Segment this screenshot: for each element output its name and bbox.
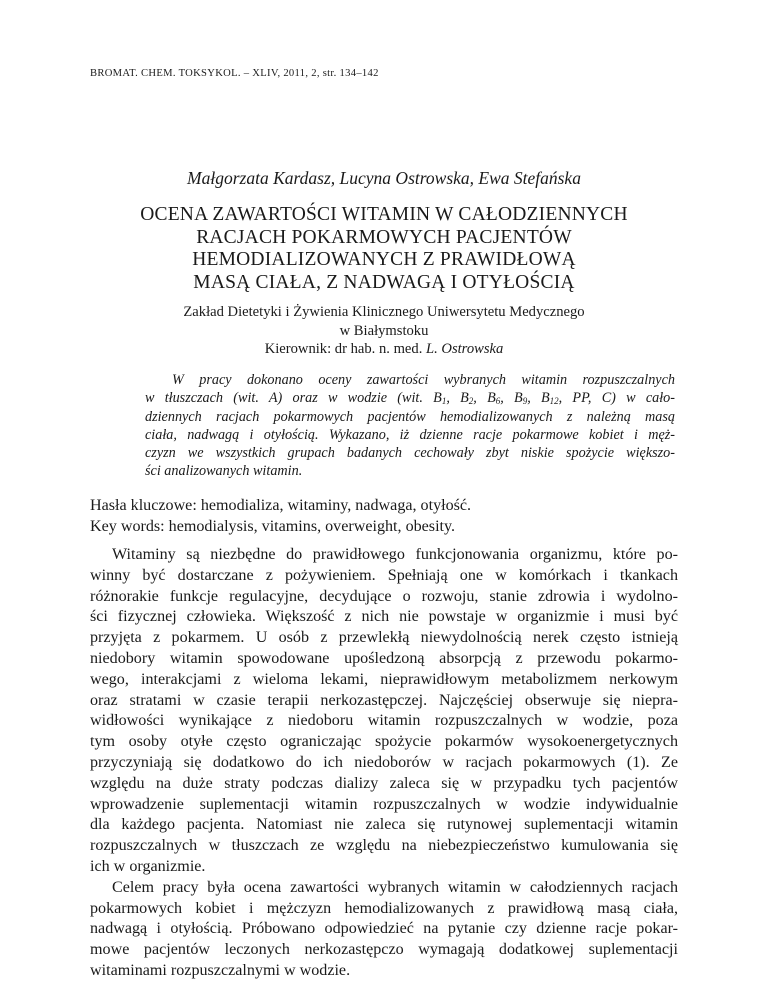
body-text: [90, 545, 678, 982]
title-line: MASĄ CIAŁA, Z NADWAGĄ I OTYŁOŚCIĄ: [193, 271, 575, 293]
body-line: wego, interakcjami z wieloma lekami, nieprawidłowym metabolizmem nerkowym: [90, 670, 678, 688]
running-head: BROMAT. CHEM. TOKSYKOL. – XLIV, 2011, 2, str. 134–142: [90, 68, 379, 79]
keywords-english: Key words: hemodialysis, vitamins, overweight, obesity.: [90, 518, 456, 535]
body-line: winny być dostarczane z pożywieniem. Spełniają one w komórkach i tkankach: [90, 566, 678, 584]
body-line: nadwagą i otyłością. Próbowano odpowiedzieć na pytanie czy dzienne racje pokar-: [90, 920, 678, 938]
body-line: tym osoby otyłe często ograniczając spożycie pokarmów wysokoenergetycznych: [90, 733, 678, 751]
body-line: witaminami rozpuszczalnymi w wodzie.: [90, 961, 351, 979]
keywords: [90, 495, 690, 537]
abstract-line: dziennych racjach pokarmowych pacjentów hemodializowanych z należną masą: [145, 408, 675, 425]
body-line: przyjęta z pokarmem. U osób z przewlekłą niewydolnością nerek często istnieją: [90, 629, 678, 647]
abstract-line: W pracy dokonano oceny zawartości wybranych witamin rozpuszczalnych: [172, 372, 675, 388]
article-title: [90, 204, 678, 294]
body-line: pokarmowych kobiet i mężczyzn hemodializowanych z prawidłową masą ciała,: [90, 899, 678, 917]
keywords-polish: Hasła kluczowe: hemodializa, witaminy, nadwaga, otyłość.: [90, 497, 472, 514]
affiliation-line: Zakład Dietetyki i Żywienia Klinicznego Uniwersytetu Medycznego: [183, 304, 585, 320]
title-line: OCENA ZAWARTOŚCI WITAMIN W CAŁODZIENNYCH: [140, 204, 628, 225]
body-line: widłowości wynikające z niedoboru witamin rozpuszczalnych w wodzie, poza: [90, 712, 678, 730]
body-line: rozpuszczalnych w tłuszczach ze względu na niebezpieczeństwo kumulowania się: [90, 837, 678, 855]
department-head-name: L. Ostrowska: [426, 341, 504, 357]
body-line: Witaminy są niezbędne do prawidłowego funkcjonowania organizmu, które po-: [112, 546, 678, 563]
abstract-line: ciała, nadwagą i otyłością. Wykazano, iż dzienne racje pokarmowe kobiet i męż-: [145, 426, 675, 443]
body-line: względu na duże straty podczas dializy zaleca się w przypadku tych pacjentów: [90, 774, 678, 792]
abstract-line: czyzn we wszystkich grupach badanych cechowały zbyt niskie spożycie większo-: [145, 445, 675, 462]
affiliation: [90, 303, 678, 359]
body-line: Celem pracy była ocena zawartości wybranych witamin w całodziennych racjach: [112, 878, 678, 896]
title-line: HEMODIALIZOWANYCH Z PRAWIDŁOWĄ: [192, 249, 576, 270]
body-line: ści fizycznej człowieka. Większość z nich nie powstaje w organizmie i musi być: [90, 608, 678, 626]
title-line: RACJACH POKARMOWYCH PACJENTÓW: [196, 226, 572, 248]
abstract-line: w tłuszczach (wit. A) oraz w wodzie (wit. $B_1$, $B_2$, $B_6$, $B_9$, $B_{12}$, PP, C) w cało-: [145, 390, 675, 407]
department-head: [90, 340, 678, 359]
authors: Małgorzata Kardasz, Lucyna Ostrowska, Ewa Stefańska: [187, 168, 581, 188]
abstract-line: ści analizowanych witamin.: [145, 463, 303, 480]
body-line: niedobory witamin spowodowane upośledzoną absorpcją z przewodu pokarmo-: [90, 649, 678, 667]
body-line: wprowadzenie suplementacji witamin rozpuszczalnych w wodzie indywidualnie: [90, 795, 678, 813]
body-line: przyczyniają się dodatkowo do ich niedoborów w racjach pokarmowych (1). Ze: [90, 753, 678, 771]
abstract: [145, 371, 675, 481]
body-line: dla każdego pacjenta. Natomiast nie zaleca się rutynowej suplementacji witamin: [90, 816, 678, 834]
body-line: ich w organizmie.: [90, 857, 206, 875]
department-head-label: Kierownik: dr hab. n. med.: [264, 341, 426, 357]
body-line: oraz stratami w czasie terapii nerkozastępczej. Najczęściej obserwuje się niepra-: [90, 691, 678, 709]
body-line: mowe pacjentów leczonych nerkozastępczo wymagają dodatkowej suplementacji: [90, 941, 678, 959]
body-line: różnorakie funkcje regulacyjne, decydujące o rozwoju, stanie zdrowia i wydolno-: [90, 587, 678, 605]
affiliation-line: w Białymstoku: [339, 322, 429, 339]
